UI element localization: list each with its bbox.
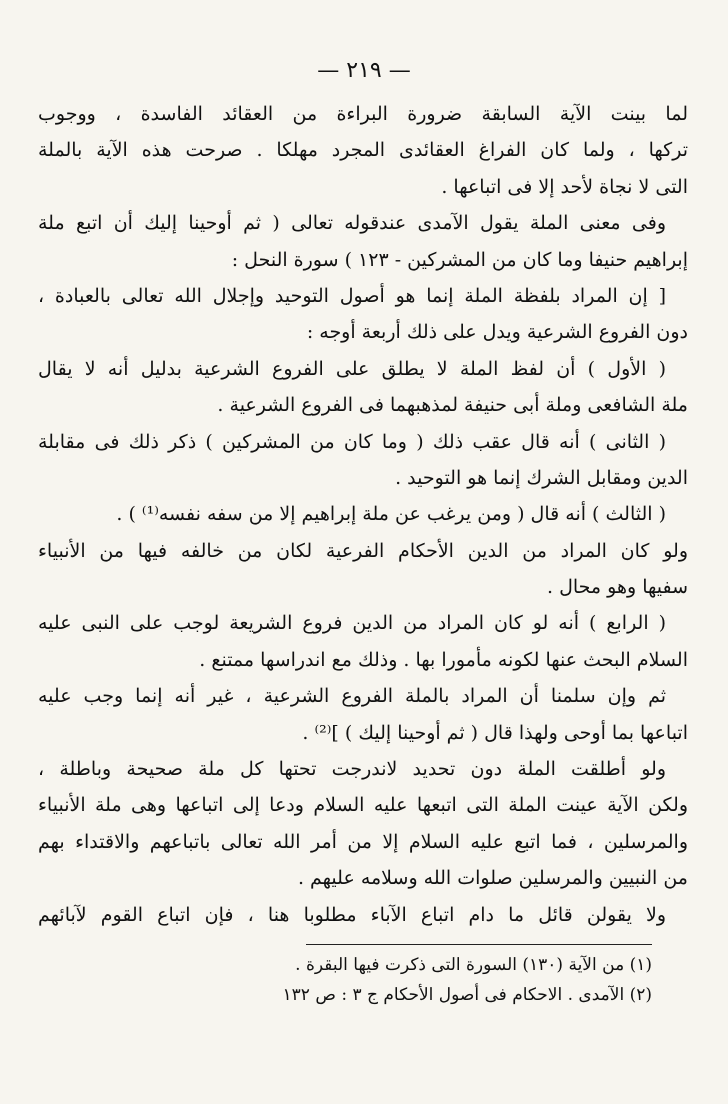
text-line: السلام البحث عنها لكونه مأمورا بها . وذلك مع اندراسها ممتنع . [199, 648, 688, 671]
text-line: اتباعها بما أوحى ولهذا قال ( ثم أوحينا إليك ) ]⁽²⁾ . [302, 721, 688, 744]
text-line: ثم وإن سلمنا أن المراد بالملة الفروع الشرعية ، غير أنه إنما وجب عليه [38, 685, 666, 708]
text-line: ( الأول ) أن لفظ الملة لا يطلق على الفروع الشرعية بدليل أنه لا يقال [38, 357, 666, 380]
text-line: لما بينت الآية السابقة ضرورة البراءة من العقائد الفاسدة ، ووجوب [38, 103, 688, 125]
footnotes [200, 950, 652, 1010]
text-line: [ إن المراد بلفظة الملة إنما هو أصول التوحيد وإجلال الله تعالى بالعبادة ، [38, 284, 666, 307]
text-line: ولو كان المراد من الدين الأحكام الفرعية لكان من خالفه فيها من الأنبياء [38, 539, 688, 562]
text-line: ولو أطلقت الملة دون تحديد لاندرجت تحتها كل ملة صحيحة وباطلة ، [38, 758, 666, 781]
text-line: وفى معنى الملة يقول الآمدى عندقوله تعالى ( ثم أوحينا إليك أن اتبع ملة [38, 212, 666, 235]
text-line: التى لا نجاة لأحد إلا فى اتباعها . [441, 175, 688, 198]
text-line: ( الثالث ) أنه قال ( ومن يرغب عن ملة إبراهيم إلا من سفه نفسه⁽¹⁾ ) . [116, 503, 666, 526]
text-line: سفيها وهو محال . [546, 576, 688, 599]
text-line: والمرسلين ، فما اتبع عليه السلام إلا من أمر الله تعالى باتباعهم والاقتداء بهم [38, 830, 688, 853]
text-line: ولكن الآية عينت الملة التى اتبعها عليه السلام ودعا إلى اتباعها وهى ملة الأنبياء [38, 794, 688, 817]
text-line: ولا يقولن قائل ما دام اتباع الآباء مطلوبا هنا ، فإن اتباع القوم لآبائهم [38, 903, 666, 926]
text-line: الدين ومقابل الشرك إنما هو التوحيد . [395, 466, 688, 489]
text-line: ملة الشافعى وملة أبى حنيفة لمذهبهما فى الفروع الشرعية . [217, 394, 688, 417]
text-line: من النبيين والمرسلين صلوات الله وسلامه عليهم . [297, 867, 688, 890]
text-line: ( الرابع ) أنه لو كان المراد من الدين فروع الشريعة لوجب على النبى عليه [38, 612, 666, 635]
body-text [38, 96, 688, 933]
text-line: إبراهيم حنيفا وما كان من المشركين - ١٢٣ ) سورة النحل : [231, 248, 688, 271]
footnote-divider [306, 944, 652, 945]
text-line: تركها ، ولما كان الفراغ العقائدى المجرد مهلكا . صرحت هذه الآية بالملة [38, 139, 688, 162]
page-number: — ٢١٩ — [317, 58, 411, 83]
text-line: ( الثانى ) أنه قال عقب ذلك ( وما كان من المشركين ) ذكر ذلك فى مقابلة [38, 430, 666, 453]
footnote-1: (١) من الآية (١٣٠) السورة التى ذكرت فيها البقرة . [295, 955, 652, 975]
footnote-2: (٢) الآمدى . الاحكام فى أصول الأحكام ج ٣ : ص ١٣٢ [282, 985, 652, 1005]
text-line: دون الفروع الشرعية ويدل على ذلك أربعة أوجه : [306, 321, 688, 344]
